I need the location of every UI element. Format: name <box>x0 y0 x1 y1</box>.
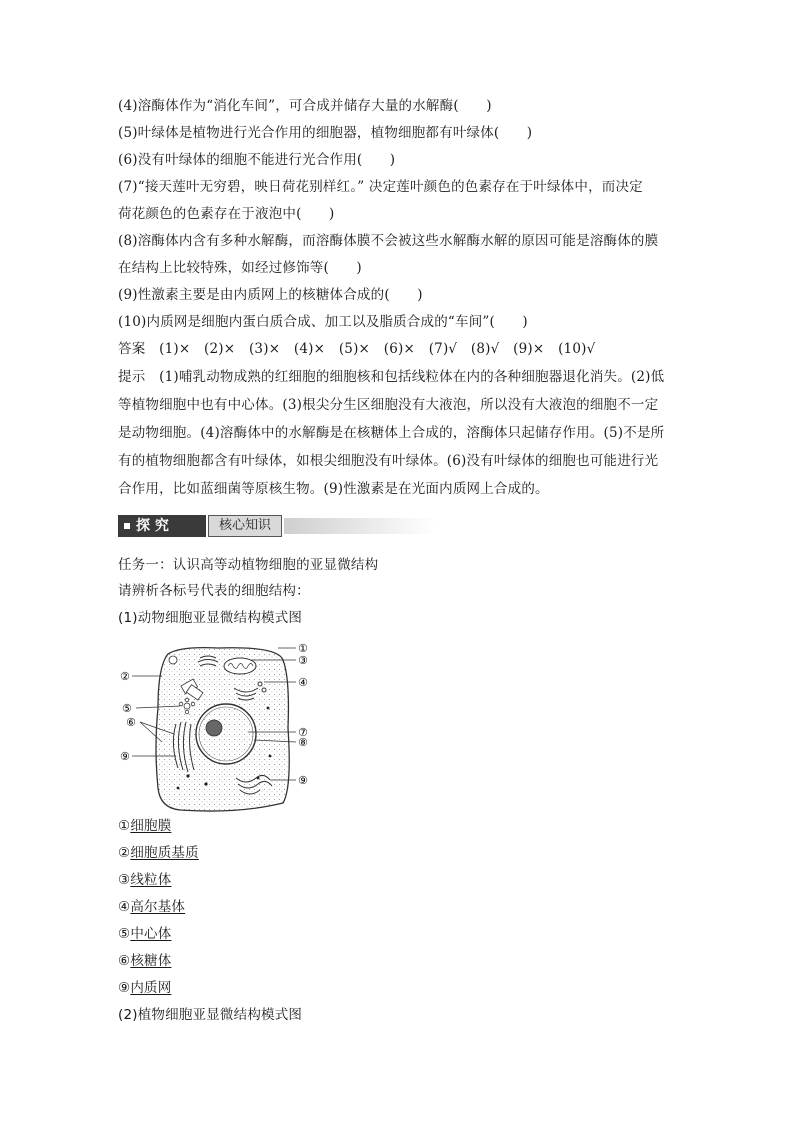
question-6: (6)没有叶绿体的细胞不能进行光合作用( ) <box>118 152 396 168</box>
banner-gradient-bar <box>284 518 436 534</box>
label-2: ② <box>120 670 130 683</box>
task-title: 任务一：认识高等动植物细胞的亚显微结构 <box>118 557 379 573</box>
label-9-left: ⑨ <box>120 750 130 763</box>
hint-line-4: 有的植物细胞都含有叶绿体，如根尖细胞没有叶绿体。(6)没有叶绿体的细胞也可能进行光 <box>118 453 659 469</box>
animal-cell-diagram <box>118 638 318 820</box>
answer-item-4: ④高尔基体 <box>118 899 186 915</box>
banner-explore-tag: 探 究 <box>118 515 206 537</box>
answer-item-9: ⑨内质网 <box>118 980 172 996</box>
square-bullet-icon <box>124 523 130 529</box>
answer-line: 答案 (1)× (2)× (3)× (4)× (5)× (6)× (7)√ (8)√ (9)× (10)√ <box>118 341 596 357</box>
answer-item-6: ⑥核糖体 <box>118 953 172 969</box>
instruction: 请辨析各标号代表的细胞结构： <box>118 583 310 599</box>
label-6: ⑥ <box>126 716 136 729</box>
question-7-line-2: 荷花颜色的色素存在于液泡中( ) <box>118 206 335 222</box>
hint-line-3: 是动物细胞。(4)溶酶体中的水解酶是在核糖体上合成的，溶酶体只起储存作用。(5)不是所 <box>118 425 665 441</box>
answer-item-5: ⑤中心体 <box>118 926 172 942</box>
question-8-line-1: (8)溶酶体内含有多种水解酶，而溶酶体膜不会被这些水解酶水解的原因可能是溶酶体的膜 <box>118 233 659 249</box>
mitochondrion <box>224 658 256 674</box>
label-7: ⑦ <box>298 726 308 739</box>
label-9-right: ⑨ <box>298 774 308 787</box>
nucleolus <box>206 720 222 736</box>
answer-item-2: ②细胞质基质 <box>118 845 199 861</box>
hint-line-1: 提示 (1)哺乳动物成熟的红细胞的细胞核和包括线粒体在内的各种细胞器退化消失。(2)低 <box>118 369 665 385</box>
banner-core-knowledge-tag: 核心知识 <box>208 515 282 537</box>
question-4: (4)溶酶体作为“消化车间”，可合成并储存大量的水解酶( ) <box>118 98 492 114</box>
question-8-line-2: 在结构上比较特殊，如经过修饰等( ) <box>118 260 362 276</box>
label-4: ④ <box>298 676 308 689</box>
figure-1-title: (1)动物细胞亚显微结构模式图 <box>118 610 303 626</box>
label-5: ⑤ <box>122 702 132 715</box>
question-5: (5)叶绿体是植物进行光合作用的细胞器，植物细胞都有叶绿体( ) <box>118 125 533 141</box>
answer-item-3: ③线粒体 <box>118 872 172 888</box>
label-3: ③ <box>298 654 308 667</box>
question-10: (10)内质网是细胞内蛋白质合成、加工以及脂质合成的“车间”( ) <box>118 314 528 330</box>
label-1: ① <box>298 642 308 655</box>
question-9: (9)性激素主要是由内质网上的核糖体合成的( ) <box>118 287 423 303</box>
hint-line-2: 等植物细胞中也有中心体。(3)根尖分生区细胞没有大液泡，所以没有大液泡的细胞不一定 <box>118 397 659 413</box>
label-8: ⑧ <box>298 736 308 749</box>
hint-line-5: 合作用，比如蓝细菌等原核生物。(9)性激素是在光面内质网上合成的。 <box>118 481 549 497</box>
figure-2-title: (2)植物细胞亚显微结构模式图 <box>118 1007 303 1023</box>
question-7-line-1: (7)“接天莲叶无穷碧，映日荷花别样红。” 决定莲叶颜色的色素存在于叶绿体中，而决定 <box>118 179 643 195</box>
section-banner <box>118 514 438 538</box>
answer-item-1: ①细胞膜 <box>118 818 172 834</box>
